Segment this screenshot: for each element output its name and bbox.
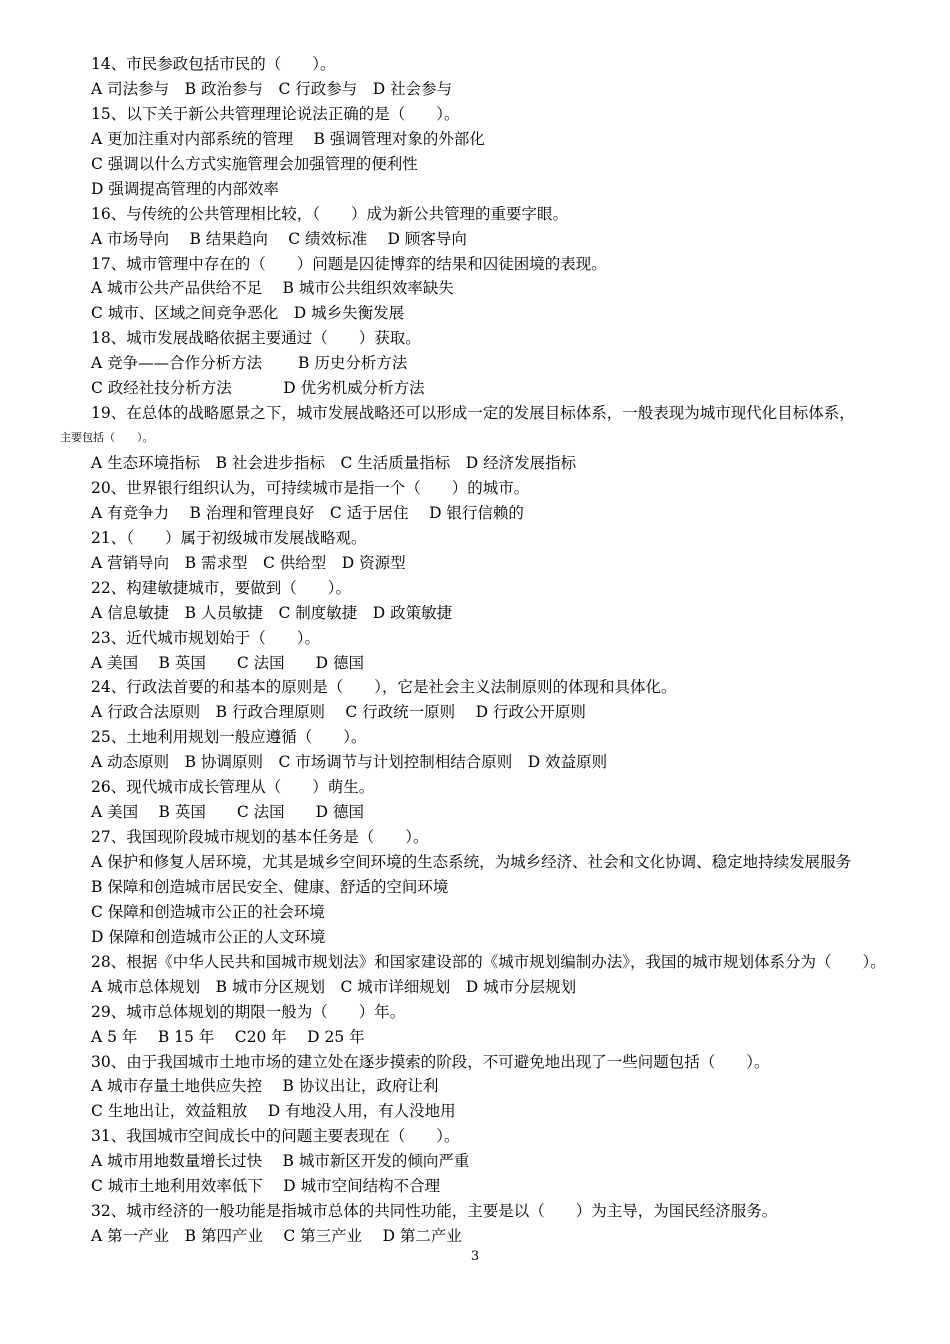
text-line: 19、在总体的战略愿景之下，城市发展战略还可以形成一定的发展目标体系，一般表现为城市现代化目标体系， (91, 404, 855, 423)
text-line: 31、我国城市空间成长中的问题主要表现在（ ）。 (91, 1127, 460, 1146)
text-line: 14、市民参政包括市民的（ ）。 (91, 55, 336, 73)
text-line: C 强调以什么方式实施管理会加强管理的便利性 (91, 154, 418, 173)
text-line: A 营销导向 B 需求型 C 供给型 D 资源型 (91, 553, 406, 572)
text-line: 24、行政法首要的和基本的原则是（ ），它是社会主义法制原则的体现和具体化。 (91, 678, 677, 697)
text-line: A 更加注重对内部系统的管理 B 强调管理对象的外部化 (91, 129, 485, 148)
text-line: 22、构建敏捷城市，要做到（ ）。 (91, 578, 351, 597)
text-line: A 市场导向 B 结果趋向 C 绩效标准 D 顾客导向 (91, 229, 467, 248)
text-line: A 第一产业 B 第四产业 C 第三产业 D 第二产业 (91, 1227, 462, 1246)
text-line: 27、我国现阶段城市规划的基本任务是（ ）。 (91, 828, 429, 847)
text-line: 25、土地利用规划一般应遵循（ ）。 (91, 728, 367, 747)
text-line: 28、根据《中华人民共和国城市规划法》和国家建设部的《城市规划编制办法》，我国的城市规划体系分为（ ）。 (91, 952, 886, 971)
text-line: A 美国 B 英国 C 法国 D 德国 (91, 653, 365, 672)
text-line: A 美国 B 英国 C 法国 D 德国 (91, 803, 365, 822)
text-line: D 保障和创造城市公正的人文环境 (91, 927, 326, 946)
text-line: A 动态原则 B 协调原则 C 市场调节与计划控制相结合原则 D 效益原则 (91, 753, 608, 772)
text-line: A 信息敏捷 B 人员敏捷 C 制度敏捷 D 政策敏捷 (91, 603, 453, 622)
text-line: 主要包括（ ）。 (60, 431, 154, 445)
text-line: 29、城市总体规划的期限一般为（ ）年。 (91, 1002, 406, 1021)
text-line: A 城市公共产品供给不足 B 城市公共组织效率缺失 (91, 279, 454, 298)
text-line: C 城市、区域之间竞争恶化 D 城乡失衡发展 (91, 304, 405, 323)
text-line: A 保护和修复人居环境，尤其是城乡空间环境的生态系统，为城乡经济、社会和文化协调、稳定地持续发展服务 (91, 853, 852, 871)
text-line: 20、世界银行组织认为，可持续城市是指一个（ ）的城市。 (91, 478, 530, 497)
text-line: 23、近代城市规划始于（ ）。 (91, 628, 320, 647)
text-line: A 城市存量土地供应失控 B 协议出让，政府让利 (91, 1077, 439, 1096)
text-line: D 强调提高管理的内部效率 (91, 179, 279, 198)
text-line: 26、现代城市成长管理从（ ）萌生。 (91, 778, 375, 797)
text-line: A 生态环境指标 B 社会进步指标 C 生活质量指标 D 经济发展指标 (91, 454, 577, 472)
text-line: 21、（ ）属于初级城市发展战略观。 (91, 528, 367, 547)
page-number: 3 (470, 1249, 480, 1264)
text-line: A 城市总体规划 B 城市分区规划 C 城市详细规划 D 城市分层规划 (91, 977, 577, 996)
text-line: C 政经社技分析方法 D 优劣机威分析方法 (91, 379, 425, 398)
text-line: 16、与传统的公共管理相比较，（ ）成为新公共管理的重要字眼。 (91, 204, 568, 223)
text-line: 17、城市管理中存在的（ ）问题是囚徒博弈的结果和囚徒困境的表现。 (91, 254, 607, 273)
text-line: C 城市土地利用效率低下 D 城市空间结构不合理 (91, 1177, 441, 1196)
text-line: 30、由于我国城市土地市场的建立处在逐步摸索的阶段，不可避免地出现了一些问题包括（ ）。 (91, 1052, 770, 1071)
text-line: 32、城市经济的一般功能是指城市总体的共同性功能，主要是以（ ）为主导，为国民经济服务。 (91, 1202, 778, 1221)
text-line: A 城市用地数量增长过快 B 城市新区开发的倾向严重 (91, 1152, 470, 1171)
text-line: A 有竞争力 B 治理和管理良好 C 适于居住 D 银行信赖的 (91, 503, 524, 522)
text-line: C 保障和创造城市公正的社会环境 (91, 902, 325, 921)
text-line: A 5 年 B 15 年 C20 年 D 25 年 (91, 1027, 365, 1046)
text-line: B 保障和创造城市居民安全、健康、舒适的空间环境 (91, 877, 449, 896)
text-line: C 生地出让，效益粗放 D 有地没人用，有人没地用 (91, 1102, 456, 1121)
text-line: 15、以下关于新公共管理理论说法正确的是（ ）。 (91, 104, 460, 123)
text-line: A 竞争——合作分析方法 B 历史分析方法 (91, 354, 408, 373)
question-list (0, 52, 950, 1249)
text-line: 18、城市发展战略依据主要通过（ ）获取。 (91, 329, 421, 348)
text-line: A 行政合法原则 B 行政合理原则 C 行政统一原则 D 行政公开原则 (91, 703, 586, 722)
text-line: A 司法参与 B 政治参与 C 行政参与 D 社会参与 (91, 79, 453, 98)
